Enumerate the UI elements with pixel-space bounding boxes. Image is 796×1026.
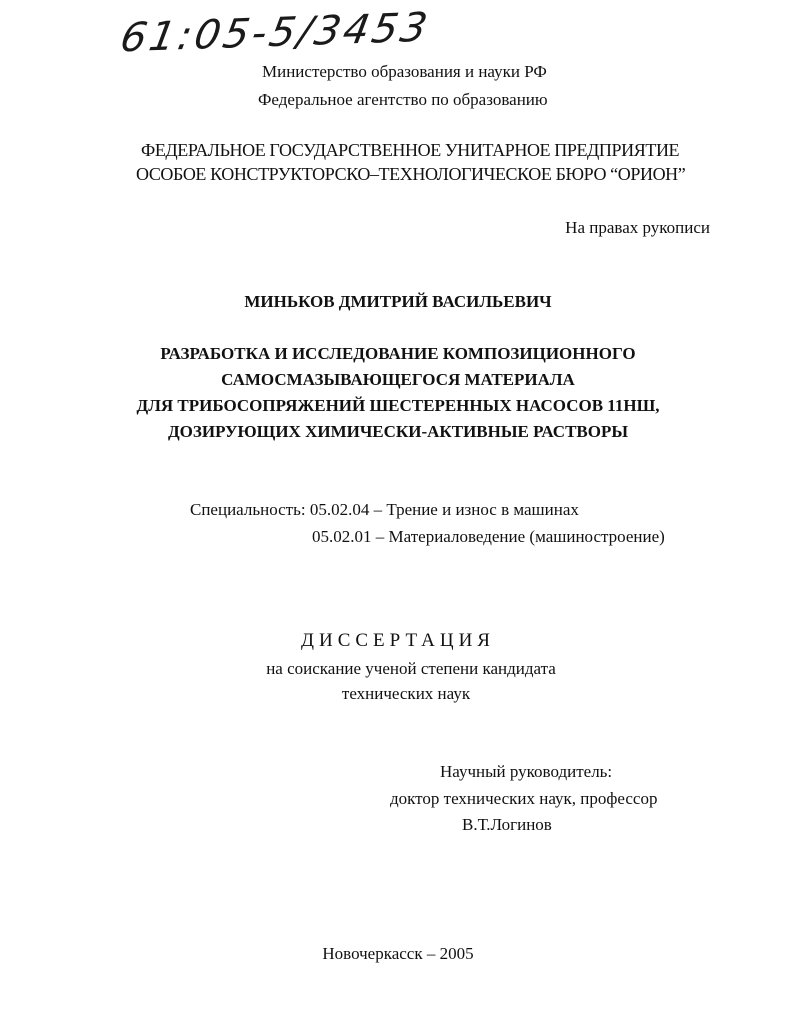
supervisor-label: Научный руководитель:: [440, 762, 613, 781]
supervisor-degree: доктор технических наук, профессор: [390, 789, 658, 808]
author-name: МИНЬКОВ ДМИТРИЙ ВАСИЛЬЕВИЧ: [244, 292, 552, 311]
degree-line-1: на соискание ученой степени кандидата: [266, 659, 556, 678]
title-line-2: САМОСМАЗЫВАЮЩЕГОСЯ МАТЕРИАЛА: [221, 370, 575, 389]
dissertation-heading: ДИССЕРТАЦИЯ: [301, 630, 495, 651]
manuscript-rights-note: На правах рукописи: [565, 218, 710, 237]
city-year: Новочеркасск – 2005: [322, 944, 474, 963]
title-line-3: ДЛЯ ТРИБОСОПРЯЖЕНИЙ ШЕСТЕРЕННЫХ НАСОСОВ 11НШ,: [136, 396, 660, 415]
specialty-line-2: 05.02.01 – Материаловедение (машиностроение): [312, 527, 665, 546]
ministry-name: Министерство образования и науки РФ: [262, 62, 547, 81]
organization-line-1: ФЕДЕРАЛЬНОЕ ГОСУДАРСТВЕННОЕ УНИТАРНОЕ ПРЕДПРИЯТИЕ: [141, 140, 680, 160]
title-line-1: РАЗРАБОТКА И ИССЛЕДОВАНИЕ КОМПОЗИЦИОННОГО: [160, 344, 636, 363]
agency-name: Федеральное агентство по образованию: [258, 90, 548, 109]
supervisor-name: В.Т.Логинов: [462, 815, 552, 834]
degree-line-2: технических наук: [341, 684, 471, 703]
organization-line-2: ОСОБОЕ КОНСТРУКТОРСКО–ТЕХНОЛОГИЧЕСКОЕ БЮРО “ОРИОН”: [136, 164, 686, 184]
archive-code-handwritten: 61:05-5/3453: [116, 4, 434, 62]
title-line-4: ДОЗИРУЮЩИХ ХИМИЧЕСКИ-АКТИВНЫЕ РАСТВОРЫ: [167, 422, 629, 441]
specialty-line-1: Специальность: 05.02.04 – Трение и износ в машинах: [190, 500, 579, 519]
